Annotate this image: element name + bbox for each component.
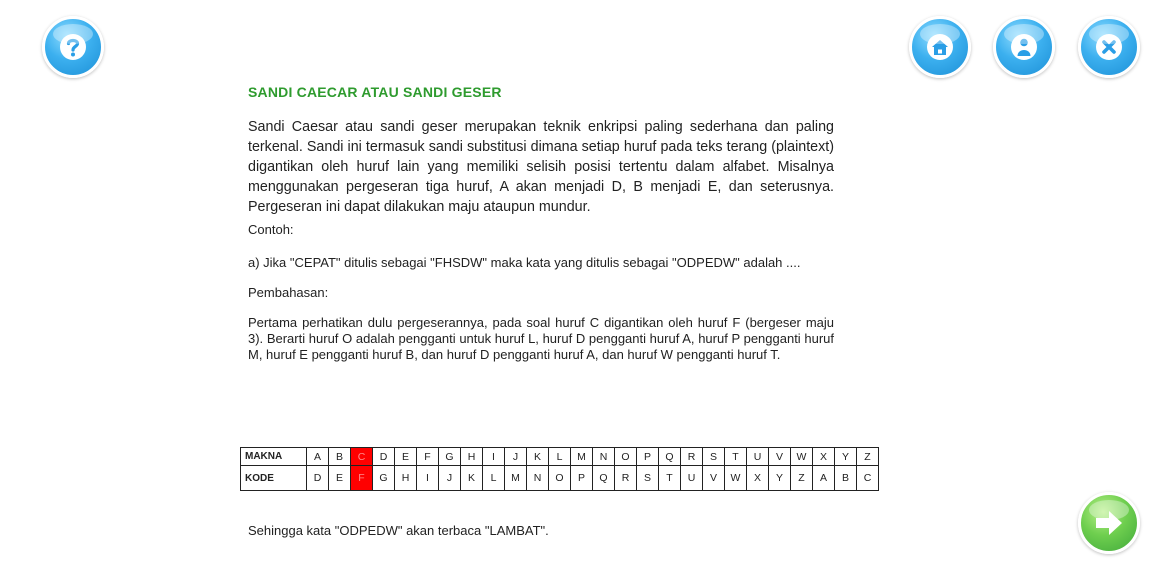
makna-cell: B xyxy=(329,448,351,466)
kode-cell: B xyxy=(835,466,857,491)
makna-cell: K xyxy=(527,448,549,466)
kode-cell: O xyxy=(549,466,571,491)
kode-cell: N xyxy=(527,466,549,491)
kode-cell: P xyxy=(571,466,593,491)
makna-cell: C xyxy=(351,448,373,466)
makna-cell: I xyxy=(483,448,505,466)
conclusion-text: Sehingga kata "ODPEDW" akan terbaca "LAMBAT". xyxy=(248,523,549,538)
makna-cell: U xyxy=(747,448,769,466)
button-gloss xyxy=(920,24,960,44)
kode-cell: R xyxy=(615,466,637,491)
makna-cell: G xyxy=(439,448,461,466)
cipher-table xyxy=(240,447,879,491)
kode-cell: E xyxy=(329,466,351,491)
makna-cell: F xyxy=(417,448,439,466)
makna-cell: O xyxy=(615,448,637,466)
kode-cell: S xyxy=(637,466,659,491)
makna-cell: T xyxy=(725,448,747,466)
kode-cell: Y xyxy=(769,466,791,491)
makna-cell: V xyxy=(769,448,791,466)
makna-cell: M xyxy=(571,448,593,466)
intro-paragraph: Sandi Caesar atau sandi geser merupakan teknik enkripsi paling sederhana dan paling terkenal. Sandi ini termasuk sandi substitusi dimana setiap huruf pada teks terang (plaintext) digantikan oleh huruf lain yang memiliki selisih posisi tertentu dalam alfabet. Misalnya menggunakan pergeseran tiga huruf, A akan menjadi D, B menjadi E, dan seterusnya. Pergeseran ini dapat dilakukan maju ataupun mundur. xyxy=(248,119,834,215)
button-gloss xyxy=(1004,24,1044,44)
makna-cell: R xyxy=(681,448,703,466)
kode-cell: I xyxy=(417,466,439,491)
makna-cell: W xyxy=(791,448,813,466)
makna-cell: Q xyxy=(659,448,681,466)
kode-cell: D xyxy=(307,466,329,491)
lesson-content xyxy=(248,84,834,363)
home-button[interactable] xyxy=(909,16,971,78)
kode-cell: Q xyxy=(593,466,615,491)
example-question: a) Jika "CEPAT" ditulis sebagai "FHSDW" maka kata yang ditulis sebagai "ODPEDW" adalah .... xyxy=(248,255,801,270)
button-gloss xyxy=(53,24,93,44)
button-gloss xyxy=(1089,24,1129,44)
kode-cell: J xyxy=(439,466,461,491)
kode-cell: V xyxy=(703,466,725,491)
kode-cell: X xyxy=(747,466,769,491)
kode-label: KODE xyxy=(241,466,307,491)
kode-cell: T xyxy=(659,466,681,491)
makna-row xyxy=(241,448,879,466)
kode-cell: K xyxy=(461,466,483,491)
makna-cell: E xyxy=(395,448,417,466)
makna-cell: D xyxy=(373,448,395,466)
next-button[interactable] xyxy=(1078,492,1140,554)
page-title: SANDI CAECAR ATAU SANDI GESER xyxy=(248,84,502,100)
makna-cell: L xyxy=(549,448,571,466)
kode-cell: L xyxy=(483,466,505,491)
kode-cell: Z xyxy=(791,466,813,491)
makna-label: MAKNA xyxy=(241,448,307,466)
makna-cell: J xyxy=(505,448,527,466)
profile-button[interactable] xyxy=(993,16,1055,78)
kode-cell: C xyxy=(857,466,879,491)
kode-cell: M xyxy=(505,466,527,491)
discussion-label: Pembahasan: xyxy=(248,285,329,300)
makna-cell: Z xyxy=(857,448,879,466)
kode-cell: H xyxy=(395,466,417,491)
example-label: Contoh: xyxy=(248,222,294,237)
kode-row xyxy=(241,466,879,491)
explanation-paragraph: Pertama perhatikan dulu pergeserannya, pada soal huruf C digantikan oleh huruf F (bergeser maju 3). Berarti huruf O adalah pengganti untuk huruf L, huruf D pengganti huruf A, huruf P pengganti huruf M, huruf E pengganti huruf B, dan huruf D pengganti huruf A, dan huruf W pengganti huruf T. xyxy=(248,315,834,362)
makna-cell: S xyxy=(703,448,725,466)
kode-cell: G xyxy=(373,466,395,491)
makna-cell: H xyxy=(461,448,483,466)
kode-cell: F xyxy=(351,466,373,491)
help-button[interactable] xyxy=(42,16,104,78)
kode-cell: U xyxy=(681,466,703,491)
close-button[interactable] xyxy=(1078,16,1140,78)
kode-cell: W xyxy=(725,466,747,491)
button-gloss xyxy=(1089,500,1129,520)
kode-cell: A xyxy=(813,466,835,491)
makna-cell: N xyxy=(593,448,615,466)
makna-cell: A xyxy=(307,448,329,466)
makna-cell: P xyxy=(637,448,659,466)
makna-cell: Y xyxy=(835,448,857,466)
makna-cell: X xyxy=(813,448,835,466)
